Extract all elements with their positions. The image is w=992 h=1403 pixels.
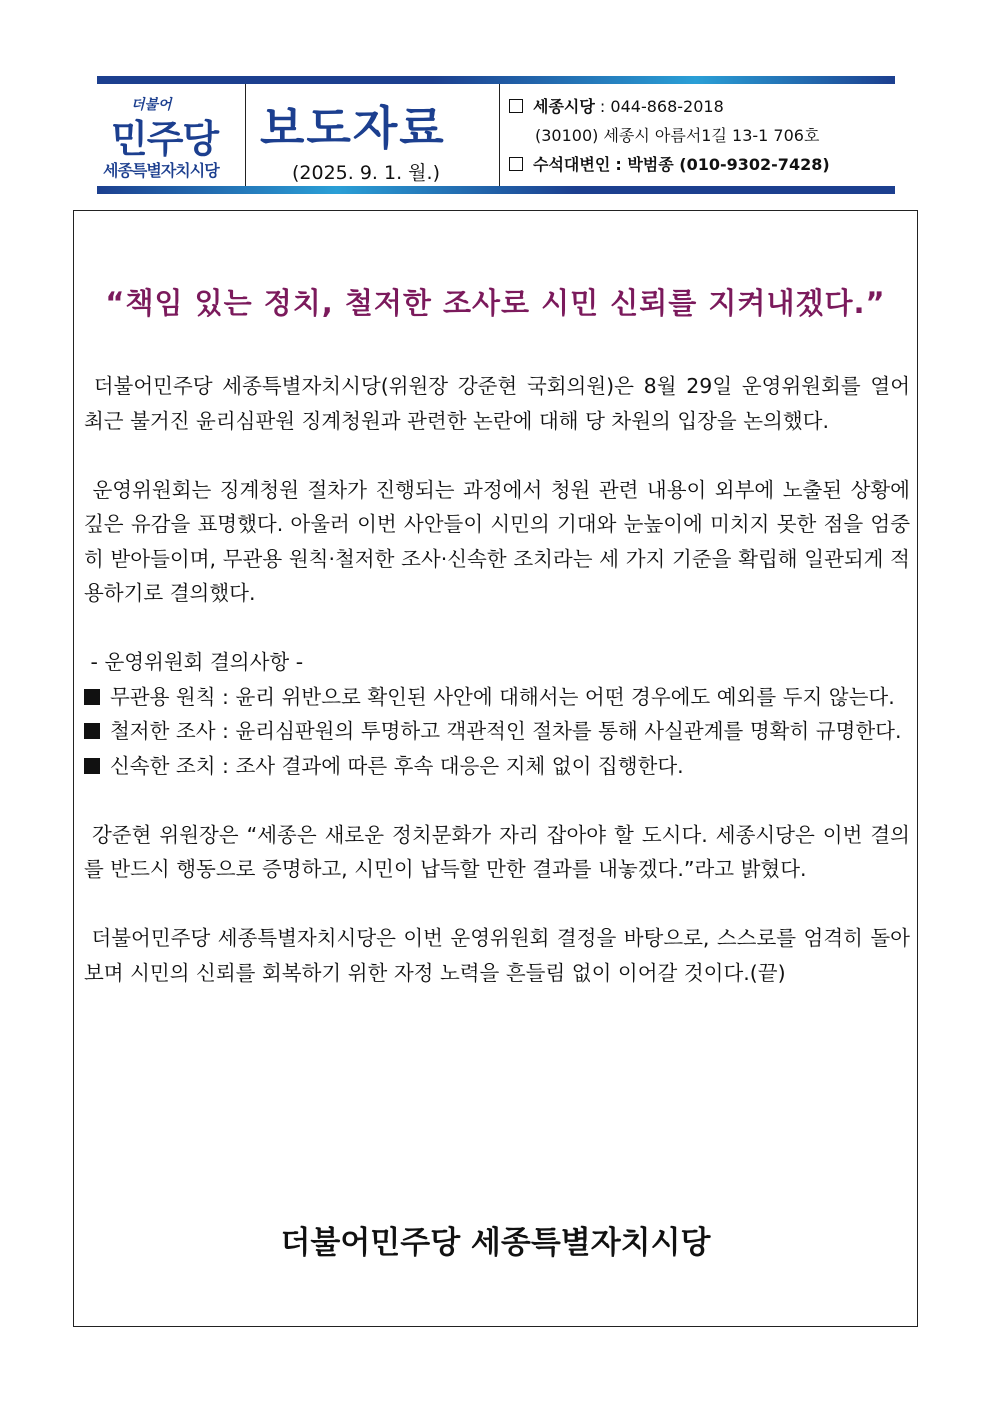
paragraph-2 [84, 473, 910, 611]
paragraph-2-text: 운영위원회는 징계청원 절차가 진행되는 과정에서 청원 관련 내용이 외부에 노출된 상황에 깊은 유감을 표명했다. 아울러 이번 사안들이 시민의 기대와 눈높이에 미치지 못한 점을 엄중히 받아들이며, 무관용 원칙·철저한 조사·신속한 조치라는 세 가지 기준을 확립해 일관되게 적용하기로 결의했다. [84, 477, 910, 605]
logo-sub-text: 세종특별자치시당 [103, 161, 219, 180]
contact-line [509, 92, 830, 121]
checkbox-icon [509, 157, 523, 171]
bullet-square-icon [84, 689, 100, 705]
resolution-title [84, 645, 910, 680]
signature: 더불어민주당 세종특별자치시당 [280, 1225, 711, 1261]
bullet-square-icon [84, 723, 100, 739]
contact-phone: : 044-868-2018 [599, 97, 724, 116]
header-bottom-bar [97, 186, 895, 194]
paragraph-4-text: 더불어민주당 세종특별자치시당은 이번 운영위원회 결정을 바탕으로, 스스로를 엄격히 돌아보며 시민의 신뢰를 회복하기 위한 자정 노력을 흔들림 없이 이어갈 것이다.(끝) [84, 926, 910, 985]
paragraph-4 [84, 921, 910, 990]
resolution-title-text: - 운영위원회 결의사항 - [90, 650, 304, 674]
article-body [84, 369, 910, 1025]
title-box [246, 84, 500, 186]
content-frame [73, 210, 918, 1327]
paragraph-3 [84, 818, 910, 887]
resolution-item-2-text: 철저한 조사 : 윤리심판원의 투명하고 객관적인 절차를 통해 사실관계를 명확히 규명한다. [110, 719, 902, 743]
release-date: (2025. 9. 1. 월.) [292, 162, 440, 184]
spokesperson-value: : 박범종 (010-9302-7428) [615, 155, 830, 174]
header-top-bar [97, 76, 895, 84]
resolution-item-3-text: 신속한 조치 : 조사 결과에 따른 후속 대응은 지체 없이 집행한다. [110, 753, 684, 778]
spokesperson-label: 수석대변인 [533, 155, 611, 174]
logo-small-text: 더불어 [131, 97, 172, 113]
resolution-item-1-text: 무관용 원칙 : 윤리 위반으로 확인된 사안에 대해서는 어떤 경우에도 예외를 두지 않는다. [110, 684, 895, 709]
resolution-item-1 [84, 680, 910, 715]
checkbox-icon [509, 99, 523, 113]
contact-label: 세종시당 [533, 97, 595, 116]
resolution-item-3 [84, 749, 910, 784]
press-header [97, 76, 895, 194]
press-release-title: 보도자료 [260, 101, 446, 155]
headline: “책임 있는 정치, 철저한 조사로 시민 신뢰를 지켜내겠다.” [105, 286, 886, 320]
address-line: (30100) 세종시 아름서1길 13-1 706호 [535, 126, 820, 145]
resolution-item-2 [84, 714, 910, 749]
logo-main-text: 민주당 [111, 117, 219, 161]
spokesperson-line [509, 150, 830, 179]
contact-info [509, 92, 830, 179]
bullet-square-icon [84, 758, 100, 774]
paragraph-1 [84, 369, 910, 438]
paragraph-3-text: 강준현 위원장은 “세종은 새로운 정치문화가 자리 잡아야 할 도시다. 세종시당은 이번 결의를 반드시 행동으로 증명하고, 시민이 납득할 만한 결과를 내놓겠다.”라고 밝혔다. [84, 822, 910, 881]
paragraph-1-text: 더불어민주당 세종특별자치시당(위원장 강준현 국회의원)은 8월 29일 운영위원회를 열어 최근 불거진 윤리심판원 징계청원과 관련한 논란에 대해 당 차원의 입장을 논의했다. [84, 374, 910, 433]
party-logo [97, 84, 246, 186]
